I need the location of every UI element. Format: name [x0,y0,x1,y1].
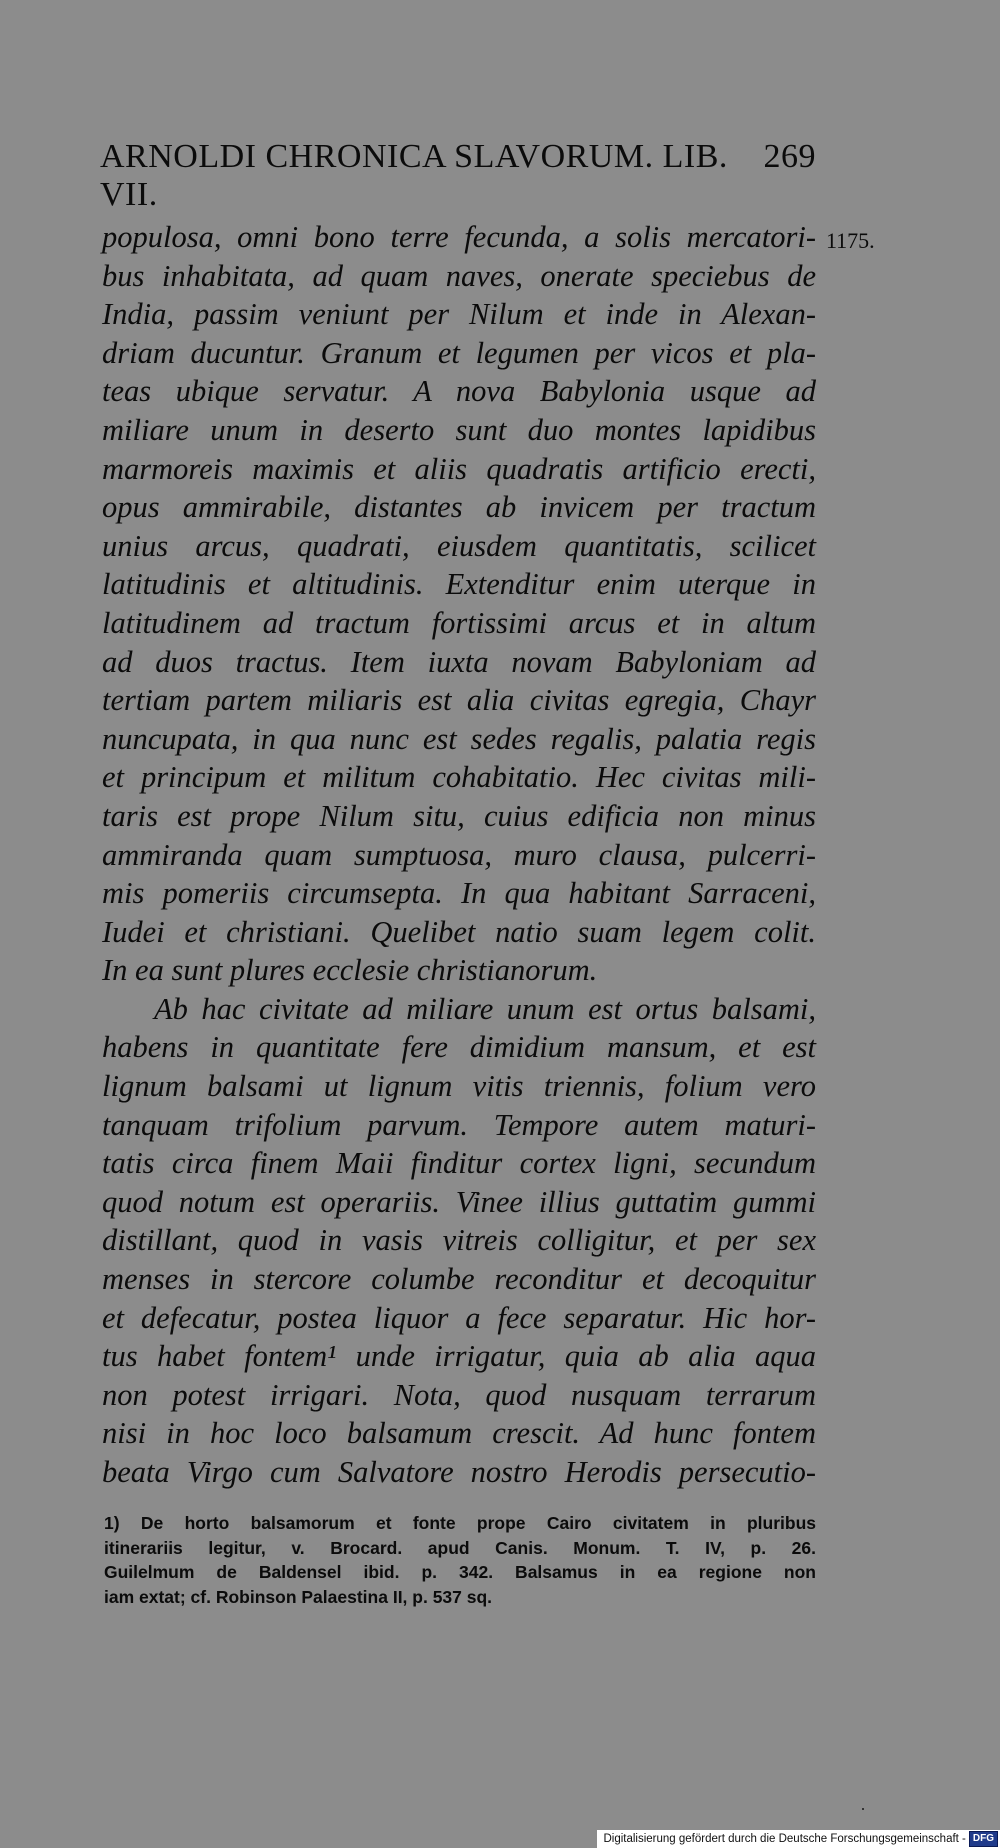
text-line: ad duos tractus. Item iuxta novam Babyloniam ad [102,644,816,679]
text-line: et principum et militum cohabitatio. Hec civitas mili- [102,760,816,795]
text-line: lignum balsami ut lignum vitis triennis, folium vero [102,1069,816,1104]
text-line: India, passim veniunt per Nilum et inde in Alexan- [102,297,816,332]
running-head-title: ARNOLDI CHRONICA SLAVORUM. LIB. VII. [100,138,728,213]
text-line: marmoreis maximis et aliis quadratis artificio erecti, [102,451,816,486]
text-line: tus habet fontem¹ unde irrigatur, quia ab alia aqua [102,1339,816,1374]
text-line: tatis circa finem Maii finditur cortex ligni, secundum [102,1146,816,1181]
text-line: In ea sunt plures ecclesie christianorum. [102,953,598,988]
text-line: miliare unum in deserto sunt duo montes lapidibus [102,412,816,447]
text-line: habens in quantitate fere dimidium mansum, et est [102,1030,816,1065]
text-line: taris est prope Nilum situ, cuius edificia non minus [102,798,816,833]
page-number: 269 [763,138,816,175]
text-line: latitudinem ad tractum fortissimi arcus et in altum [102,605,816,640]
text-line: driam ducuntur. Granum et legumen per vicos et pla- [102,335,816,370]
footnote-line: iam extat; cf. Robinson Palaestina II, p. 537 sq. [104,1586,493,1607]
text-line: latitudinis et altitudinis. Extenditur enim uterque in [102,567,816,602]
margin-year: 1175. [826,228,875,253]
text-line: opus ammirabile, distantes ab invicem per tractum [102,490,816,525]
text-line: nisi in hoc loco balsamum crescit. Ad hunc fontem [102,1416,816,1451]
footnote-line: 1) De horto balsamorum et fonte prope Cairo civitatem in pluribus [104,1513,816,1533]
text-line: ammiranda quam sumptuosa, muro clausa, pulcerri- [102,837,816,872]
text-line: menses in stercore columbe reconditur et decoquitur [102,1262,816,1297]
text-line: quod notum est operariis. Vinee illius guttatim gummi [102,1184,816,1219]
running-head [100,138,816,213]
text-line: non potest irrigari. Nota, quod nusquam terrarum [102,1377,816,1412]
text-line: tanquam trifolium parvum. Tempore autem maturi- [102,1107,816,1142]
text-line: bus inhabitata, ad quam naves, onerate speciebus de [102,258,816,293]
digitization-credit-bar [597,1830,1000,1848]
text-line: Ab hac civitate ad miliare unum est ortus balsami, [154,991,816,1026]
scan-speck [862,1808,864,1810]
text-line: populosa, omni bono terre fecunda, a solis mercatori- [102,220,816,254]
dfg-logo-icon: DFG [969,1831,998,1847]
text-line: mis pomeriis circumsepta. In qua habitant Sarraceni, [102,876,816,911]
body-text [102,218,816,1492]
text-line: nuncupata, in qua nunc est sedes regalis, palatia regis [102,721,816,756]
digitization-credit: Digitalisierung gefördert durch die Deutsche Forschungsgemeinschaft - [603,1833,966,1845]
text-line: beata Virgo cum Salvatore nostro Herodis persecutio- [102,1455,816,1489]
text-line: Iudei et christiani. Quelibet natio suam legem colit. [102,914,816,949]
text-line: tertiam partem miliaris est alia civitas egregia, Chayr [102,683,816,718]
footnote-line: Guilelmum de Baldensel ibid. p. 342. Balsamus in ea regione non [104,1562,816,1582]
text-line: et defecatur, postea liquor a fece separatur. Hic hor- [102,1300,816,1335]
text-line: unius arcus, quadrati, eiusdem quantitatis, scilicet [102,528,816,563]
footnotes [104,1511,816,1609]
footnote-line: itinerariis legitur, v. Brocard. apud Canis. Monum. T. IV, p. 26. [104,1537,816,1558]
text-line: teas ubique servatur. A nova Babylonia usque ad [102,374,816,409]
text-line: distillant, quod in vasis vitreis colligitur, et per sex [102,1223,816,1258]
